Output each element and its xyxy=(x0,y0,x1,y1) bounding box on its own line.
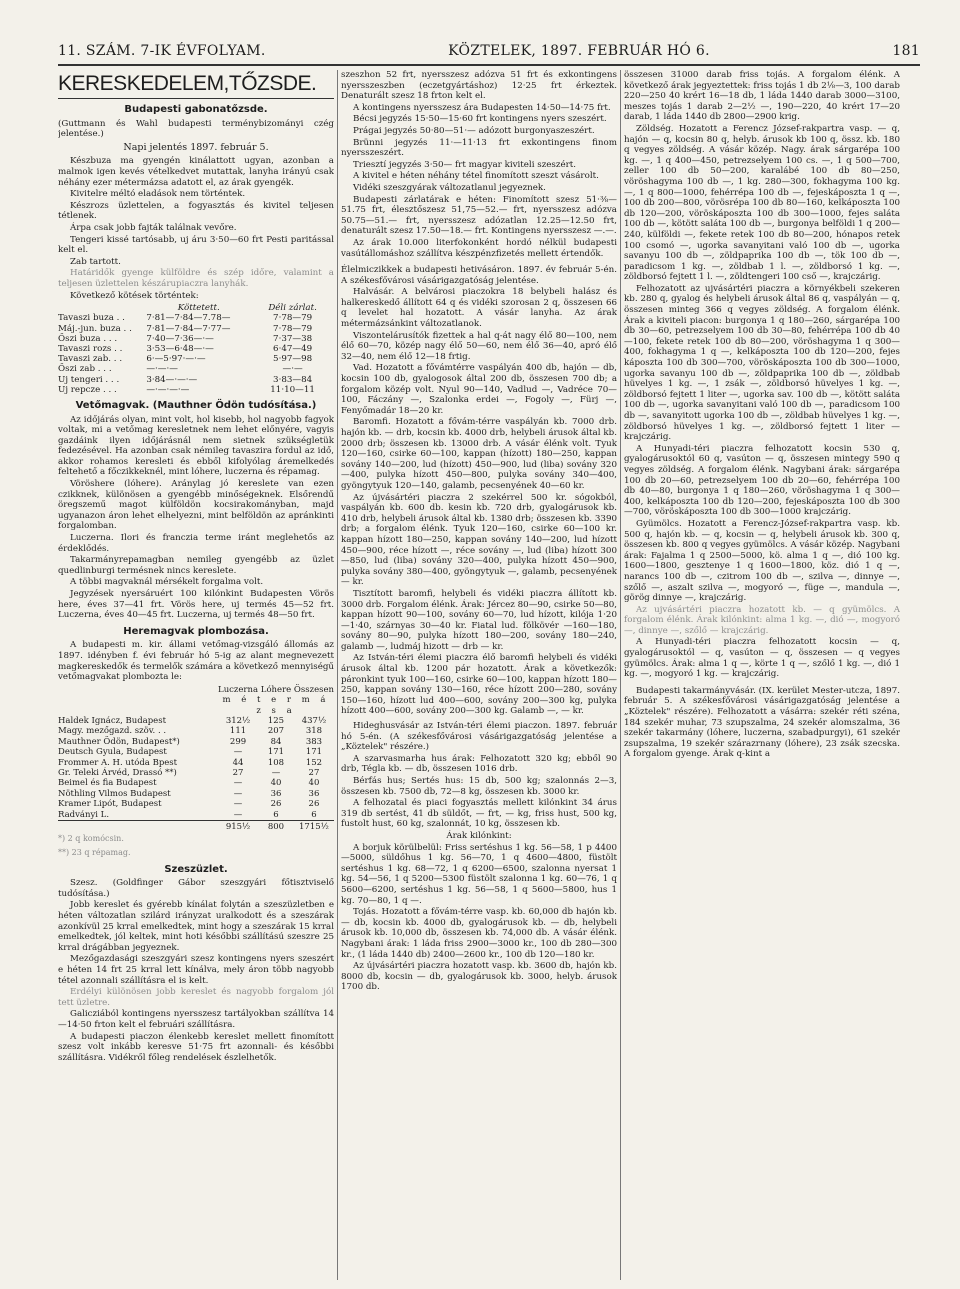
quote-close: 7·37—38 xyxy=(273,333,313,344)
paragraph: Budapesti takarmányvásár. (IX. kerület Mester-utcza, 1897. február 5. A székesfővárosi vásárigazgatóság jelentése a „Köztelek" részére). Felhozatott a vásárra: szekér réti széna, 184 szekér muhar, 73 szupszalma, 24 szekér alomszalma, 36 szekér takarmány (lóhere, luczerna, szabadpurgyi), 61 szekér zsupszalma, 19 szekér szárazrnany (lóhere), 23 zsák szecska. A forgalom gyenge. Árak q-kint a xyxy=(624,685,900,760)
cold-meat-market-heading: Hideghusvásár az István-téri élemi piaczon. 1897. február hó 5-én. (A székesfővárosi vásárigazgatóság jelentése a „Köztelek" részére.) xyxy=(341,721,617,753)
dealer-name: Deutsch Gyula, Budapest xyxy=(58,747,167,758)
cell: 84 xyxy=(270,736,282,747)
dealer-name: Radványi L. xyxy=(58,809,110,820)
cell xyxy=(58,821,218,833)
table-row xyxy=(58,768,334,778)
section-title: KERESKEDELEM,TŐZSDE. xyxy=(58,70,334,99)
cell: 171 xyxy=(305,747,323,758)
paragraph: Árak kilónkint: xyxy=(446,830,512,841)
paragraph: Zöldség. Hozatott a Ferencz József-rakpartra vasp. — q, hajón — q, kocsin 80 q, helyb. árusok kb 100 q, össz. kb. 180 q vegyes zöldség. A vásár közép. Nagy. árak sárgarépa 100 kg. —, 1 q 400—450, petrezselyem 100 cs. —, 1 q 500—700, zeller 100 db 50—200, karalábé 100 db 80—250, vöröshagyma 100 db —, 1 kg. 280—300, fokhagyma 100 kg. —, 1 q 800—1000, fehérrépa 100 db —, fejeskáposzta 1 q —, 100 db 200—800, vörösrépa 100 db 80—160, kelkáposzta 100 db 120—200, vöröskáposzta 100 db 300—1000, fejes saláta 100 db —, kötött saláta 100 db —, burgonya belföldi 1 q 200—240, külföldi —, fekete retek 100 db 80—200, hónapos retek 100 csomó —, ugorka savanyitani való 100 db —, ugorka savanyu 100 db —, zöldpaprika 100 db —, tök 100 db —, paradicsom 1 kg. —, zöldbab 1 l. —, zöldborsó 1 kg. —, zöldborsó fejtett 1 l. —, zöldtengeri 100 cső —, krajczárig. xyxy=(624,123,900,283)
paragraph: Vöröshere (lóhere). Aránylag jó kereslete van ezen czikknek, különösen a gyengébb minőségeknek. Elsőrendű öregszemű magot külföldön kocsirakományban, majd ugyanazon áron lehet elhelyezni, mint belföldön az apránkinti forgalomban. xyxy=(58,479,334,532)
paragraph: Az árak 10.000 literfokonként hordó nélkül budapesti vasútállomáshoz szállítva készpénzfizetés mellett értendők. xyxy=(341,237,617,259)
table-row xyxy=(58,354,334,364)
paragraph: Vad. Hozatott a fővámtérre vaspályán 400 db, hajón — db, kocsin 100 db, gyalogosok által 200 db, összesen 700 db; a forgalom közép volt. Nyul 90—140, Vadlud —, Vadréce 70—100, Fáczány —, Szalonka erdei —, Fogoly —, Fürj —, Fenyőmadár 18—20 kr. xyxy=(341,363,617,416)
paragraph: Luczerna. Ilori és franczia terme iránt meglehetős az érdeklődés. xyxy=(58,533,334,554)
quote-label: Uj tengeri . . . xyxy=(58,374,120,385)
paragraph: Határidők gyenge külföldre és szép időre, valamint a teljesen üzlettelen készárupiaczra lanyhák. xyxy=(58,268,334,289)
quote-close: 5·97—98 xyxy=(273,354,313,365)
cell: 152 xyxy=(305,757,323,768)
paragraph: Erdélyi különösen jobb kereslet és nagyobb forgalom jól tett üzletre. xyxy=(58,987,334,1008)
dealer-name: Mauthner Ödön, Budapest*) xyxy=(58,736,180,747)
cell: 26 xyxy=(308,799,320,810)
paragraph: Az ujvásártéri piaczra hozatott kb. — q gyümölcs. A forgalom élénk. Árak kilónkint: alma 1 kg. —, dió —, mogyoró —, dinnye —, szőlő — krajczárig. xyxy=(624,604,900,636)
dealer-name: Haldek Ignácz, Budapest xyxy=(58,715,166,726)
paragraph: Jegyzések nyersáruért 100 kilónkint Budapesten Vörös here, éves 37—41 frt. Vörös here, uj termés 45—52 frt. Luczerna, éves 40—45 frt. Luczerna, uj termés 48—50 frt. xyxy=(58,589,334,621)
paragraph: Halvásár. A belvárosi piaczokra 18 belybeli halász és halkereskedő állított 64 q és vidéki szorosan 2 q, összesen 66 q levelet hal hozatott. A vásár lanyha. Az árak métermázsánkint változatlanok. xyxy=(341,287,617,330)
table-row xyxy=(58,747,334,757)
paragraph: Vidéki szeszgyárak változatlanul jegyeznek. xyxy=(353,182,546,193)
cell: 125 xyxy=(267,715,285,726)
column-divider xyxy=(337,70,338,1280)
quote-traded: —·—·— xyxy=(146,364,178,375)
paragraph: Árpa csak jobb fajták találnak vevőre. xyxy=(70,222,237,233)
paragraph: Jobb kereslet és gyérebb kínálat folytán a szeszüzletben e héten változatlan szilárd irányzat uralkodott és a szeszárak azonkívül 25 krral emelkedtek, mint hogy a szeszárak 15 krral emelkedtek, jól keltek, mint hoti későbbi szállítású szeszre 25 krral drágábban jegyeznek. xyxy=(58,900,334,953)
quote-traded: 3·53—6·48—·— xyxy=(146,343,214,354)
paragraph: szeszhon 52 frt, nyersszesz adózva 51 frt és exkontingens nyersszeszben (eczetgyártáshoz) 12·25 frt érkeztek. Denaturált szesz 18 frton kelt el. xyxy=(341,70,617,102)
food-market-heading: Élelmiczikkek a budapesti hetivásáron. 1897. év február 5-én. A székesfővárosi vásárigazgatóság jelentése. xyxy=(341,265,617,286)
cell: 108 xyxy=(267,757,285,768)
cell: — xyxy=(233,788,243,799)
paragraph: Felhozatott az ujvásártéri piaczra a környékbeli szekeren kb. 280 q, gyalog és helybeli árusok által 86 q, vaspályán — q, összesen minteg 366 q vegyes zöldség. A forgalom élénk. Árak a kiviteli piacon: burgonya 1 q 180—260, sárgarépa 100 db 30—60, petrezselyem 100 db 30—80, fehérrépa 100 db 40—100, fekete retek 100 db 80—200, vöröshagyma 1 q 300—400, fokhagyma 1 q —, kelkáposzta 100 db 120—200, fejes káposzta 100 db 300—700, vöröskáposzta 100 db 300—1000, ugorka savanyu 100 db —, zöldpaprika 100 db —, zöldbab hüvelyes 1 kg. —, 1 zsák —, zöldborsó hüvelyes 1 kg. —, zöldborsó fejtett 1 liter —, ugorka sav. 100 db —, kötött saláta 100 db —, ugorka savanyitani való 100 db —, paradicsom 100 db —, savanyitott ugorka 100 db —, zöldbab hüvelyes 1 kg. —, zöldborsó hüvelyes 1 kg. —, zöldborsó fejtett 1 liter — krajczárig. xyxy=(624,283,900,443)
cell: 207 xyxy=(267,726,285,737)
table-row xyxy=(58,758,334,768)
paragraph: Készbuza ma gyengén kinálattott ugyan, azonban a malmok igen kevés vételkedvet mutattak, lanyha irányú csak néhány ezer métermázsa adatott el, az árak gyengék. xyxy=(58,156,334,188)
table-row xyxy=(58,375,334,385)
paragraph: Triesztí jegyzés 3·50— frt magyar kiviteli szeszért. xyxy=(353,159,577,170)
quote-close: 7·78—79 xyxy=(273,323,313,334)
paragraph: Az újvásártéri piaczra hozatott vasp. kb. 3600 db, hajón kb. 8000 db, kocsin — db, gyalogárusok kb. 3000, helyb. árusok 1700 db. xyxy=(341,961,617,993)
column-divider xyxy=(620,70,621,1280)
paragraph: A többi magvaknál mérsékelt forgalma volt. xyxy=(70,577,264,588)
table-row xyxy=(58,716,334,726)
cell: 27 xyxy=(232,768,244,779)
futures-quotes-table xyxy=(58,303,334,395)
cell: 40 xyxy=(308,778,320,789)
paragraph: A szarvasmarha hus árak: Felhozatott 320 kg; ebből 90 drb, Tégla kb. — db, összesen 1016 drb. xyxy=(341,753,617,775)
table-row xyxy=(58,789,334,799)
paragraph: Tojás. Hozatott a fővám-térre vasp. kb. 60,000 db hajón kb. — db, kocsin kb. 4000 db, gyalogárusok kb. — db, helybeli árusok kb. 10,000 db, összesen kb. 74,000 db. A vásár élénk. Nagybani árak: 1 láda friss 2900—3000 kr., 100 db 280—300 kr., (1 láda 1440 db) 2400—2600 kr., 100 db 120—180 kr. xyxy=(341,907,617,960)
cell: — xyxy=(233,799,243,810)
cell: 171 xyxy=(267,747,285,758)
paragraph: összesen 31000 darab friss tojás. A forgalom élénk. A következő árak jegyeztettek: friss tojás 1 db 2⅛—3, 100 darab 220—250 40 krért 16—18 db, 1 láda 1440 darab 3000—3100, meszes tojás 1 darab 2—2½ —, 190—220, 40 krért 17—20 darab, 1 láda 1440 db 2800—2900 krig. xyxy=(624,70,900,123)
table-total-row xyxy=(58,821,334,833)
header-page-number: 181 xyxy=(892,43,920,59)
paragraph: Szesz. (Goldfinger Gábor szeszgyári főtisztviselő tudósítása.) xyxy=(58,878,334,899)
daily-report-heading: Napi jelentés 1897. február 5. xyxy=(123,141,269,153)
paragraph: A Hunyadi-téri piaczra felhozatott kocsin — q, gyalogárusoktól — q, vasúton — q, összesen — q vegyes gyümölcs. Árak: alma 1 q —, körte 1 q —, szőlő 1 kg. —, dió 1 kg. —, mogyoró 1 kg. — krajczárig. xyxy=(624,637,900,680)
table-row xyxy=(58,313,334,323)
cell: 40 xyxy=(270,778,282,789)
col-header-clover: Lóhere xyxy=(260,684,292,695)
column-1 xyxy=(58,70,334,1280)
total-all: 1715½ xyxy=(294,821,334,833)
header-issue: 11. SZÁM. 7-IK ÉVFOLYAM. xyxy=(58,43,266,59)
table-row xyxy=(58,334,334,344)
paragraph: Viszontelárusítók fizettek a hal q-át nagy élő 80—100, nem élő 60—70, közép nagy élő 50—60, nem élő 36—40, apró élő 32—40, nem élő 12—18 frtig. xyxy=(341,330,617,362)
table-footnote: *) 2 q komócsin. xyxy=(58,834,124,844)
quote-traded: 7·81—7·84—7.78— xyxy=(146,313,231,324)
cell: 437½ xyxy=(301,715,327,726)
paragraph: Az időjárás olyan, mint volt, hol kisebb, hol nagyobb fagyok voltak, mi a vetőmag keresletnek nem lehet előnyére, vagyis gazdáink ilyen időjárásnál nem sietnek szükségletük fedezésével. Ha azonban csak némileg tavaszira fordul az idő, akkor rohamos keresleti és ebből kifolyólag áremelkedés feltehető a főczikkeknél, mint lóhere, luczerna és répamag. xyxy=(58,414,334,478)
paragraph: Brünni jegyzés 11·—11·13 frt exkontingens finom nyersszeszért. xyxy=(341,137,617,159)
quote-close: 3·83—84 xyxy=(273,374,313,385)
paragraph: Tengeri kissé tartósabb, uj áru 3·50—60 frt Pesti paritással kelt el. xyxy=(58,234,334,256)
cell: 299 xyxy=(229,736,247,747)
cell: 26 xyxy=(270,799,282,810)
column-3 xyxy=(624,70,900,1280)
paragraph: Galicziából kontingens nyersszesz tartályokban szállítva 14—14·50 frton kelt el februári szállításra. xyxy=(58,1009,334,1030)
dealer-name: Magy. mezőgazd. szöv. . . xyxy=(58,726,167,737)
table-row xyxy=(58,810,334,821)
quote-close: 11·10—11 xyxy=(270,384,315,395)
quotes-header-close: Déli zárlat. xyxy=(268,303,317,314)
quote-traded: 7·40—7·36—·— xyxy=(146,333,214,344)
quote-traded: 7·81—7·84—7·77— xyxy=(146,323,231,334)
total-clover: 800 xyxy=(258,821,294,833)
paragraph: Mezőgazdasági szeszgyári szesz kontingens nyers szeszért e héten 14 frt 25 krral lett kínálva, mely áron több nagyobb tétel azonnali szállításra el is kelt. xyxy=(58,954,334,986)
cell: 36 xyxy=(270,788,282,799)
header-rule xyxy=(58,64,920,66)
paragraph: Gyümölcs. Hozatott a Ferencz-József-rakpartra vasp. kb. 500 q, hajón kb. — q, kocsin — q, helybeli árusok kb. 300 q, összesen kb. 800 q vegyes gyümölcs. A vásár közép. Nagybani árak: Fajalma 1 q 2500—5000, kö. alma 1 q —, dió 100 kg. 1600—1800, gesztenye 1 q 1600—1800, köz. dió 1 q —, narancs 100 db —, czitrom 100 db —, szilva —, dinnye —, szőlő —, aszalt szilva —, mogyoró —, füge —, mandula —, görög dinnye —, krajczárig. xyxy=(624,518,900,604)
table-footnote: **) 23 q répamag. xyxy=(58,848,131,858)
table-row xyxy=(58,799,334,809)
paragraph: A borjuk körülbelül: Friss sertéshus 1 kg. 56—58, 1 p 4400—5000, süldőhus 1 kg. 56—70, 1 q 4600—4800, füstölt sertéshus 1 kg. 68—72, 1 q 6200—6500, szalonna nyersat 1 kg. 54—56, 1 q 5200—5300 füstölt szalonna 1 kg. 60—76, 1 q 5600—6200, sertéshus 1 kg. 56—58, 1 q 5600—5800, hus 1 kg. 70—80, 1 q —. xyxy=(341,842,617,906)
quote-label: Tavaszi rozs . . xyxy=(58,343,123,354)
table-row xyxy=(58,385,334,395)
columns xyxy=(58,70,920,1280)
cell: 36 xyxy=(308,788,320,799)
total-alfalfa: 915½ xyxy=(218,821,258,833)
header-publication-date: KÖZTELEK, 1897. FEBRUÁR HÓ 6. xyxy=(448,43,710,59)
dealer-name: Nöthling Vilmos Budapest xyxy=(58,788,171,799)
cell: 318 xyxy=(305,726,323,737)
dealer-name: Gr. Teleki Árvéd, Drassó **) xyxy=(58,768,177,779)
cell: — xyxy=(271,768,281,779)
table-row xyxy=(58,364,334,374)
quote-label: Tavaszi buza . . xyxy=(58,313,125,324)
cell: 6 xyxy=(273,809,279,820)
paragraph: Kivitelre méltó eladások nem történtek. xyxy=(70,189,246,200)
paragraph: A Hunyadi-téri piaczra felhozatott kocsin 530 q, gyalogárusoktól 60 q, vasúton — q, összesen mintegy 590 q vegyes zöldség. A forgalom élénk. Nagybani árak: sárgarépa 100 db 20—60, petrezselyem 100 db 20—60, fehérrépa 100 db 40—80, burgonya 1 q 180—260, vöröshagyma 1 q 300—400, kelkáposzta 100 db 120—200, fejeskáposzta 100 db 300—700, vöröskáposzta 100 db 300—1000 krajczárig. xyxy=(624,443,900,518)
cell: — xyxy=(233,809,243,820)
paragraph: Bécsi jegyzés 15·50—15·60 frt kontingens nyers szeszért. xyxy=(353,114,607,125)
paragraph: A kivitel e héten néhány tétel finomított szeszt vásárolt. xyxy=(353,171,599,182)
table-row xyxy=(58,726,334,736)
quote-close: 7·78—79 xyxy=(273,313,313,324)
cell: — xyxy=(233,778,243,789)
paragraph: Budapesti zárlatárak e héten: Finomított szesz 51·⅜—51.75 frt, élesztőszesz 51,75—52.— frt, nyersszesz adózva 50.75—51.— frt, nyersszesz adózatlan 12.25—12.50 frt, denaturált szesz 17.50—18.— frt. Kontingens nyersszesz —.—. xyxy=(341,194,617,237)
table-row xyxy=(58,778,334,788)
cell: 111 xyxy=(229,726,247,737)
paragraph: A felhozatal és piaci fogyasztás mellett kilónkint 34 árus 319 db sertést, 41 db süldőt, — frt, — kg, friss hust, 500 kg, fustolt hust, 60 kg, szalonnát, 10 kg, összesen kb. xyxy=(341,798,617,830)
cell: — xyxy=(233,747,243,758)
quote-traded: 3·84—·—·— xyxy=(146,374,198,385)
quote-close: 6·47—49 xyxy=(273,343,313,354)
paragraph: Készrozs üzlettelen, a fogyasztás és kivitel teljesen tétlenek. xyxy=(58,200,334,222)
cell: 44 xyxy=(232,757,244,768)
table-row xyxy=(58,737,334,747)
col-header-total: Összesen xyxy=(293,684,334,695)
paragraph: Tisztított baromfi, helybeli és vidéki piaczra állított kb. 3000 drb. Forgalom élénk. Árak: Jércez 80—90, csirke 50—80, kappan hízott 90—100, sovány 60—70, lud hízott, kilója 1·20—1·40, szárnyas 30—40 kr. Fiatal lud. fölkövér —160—180, sovány 80—90, pulyka hízott 180—200, sovány 180—240, galamb —, ludmáj hizott — drb — kr. xyxy=(341,588,617,652)
paragraph: A budapesti m. kir. állami vetőmag-vizsgáló állomás az 1897. idényben f. évi február hó 5-ig az alant megnevezett magkereskedők és termelők számára a következő mennyiségű vetőmagvakat plombozta le: xyxy=(58,640,334,683)
quote-close: —·— xyxy=(282,364,303,375)
quote-label: Máj.-jun. buza . . xyxy=(58,323,132,334)
page-header xyxy=(58,40,920,62)
cell: 383 xyxy=(305,736,323,747)
table-row xyxy=(58,324,334,334)
paragraph: A kontingens nyersszesz ára Budapesten 14·50—14·75 frt. xyxy=(353,102,611,113)
seed-sealing-heading: Heremagvak plombozása. xyxy=(123,625,269,637)
col-header-alfalfa: Luczerna xyxy=(218,684,259,695)
quote-label: Őszi zab . . . xyxy=(58,364,112,375)
paragraph: Az újvásártéri piaczra 2 szekérrel 500 kr. sógokból, vaspályán kb. 600 db. kesin kb. 720 drb, gyalogárusok kb. 410 drb, helybeli árusok által kb. 1380 drb; összesen kb. 3390 drb; a forgalom élénk. Tyuk 120—160, csirke 60—100 kr. kappan hízott 180—250, kappan sovány 140—200, lud hízott 450—900, réce hízott —, réce sovány —, lud (liba) hízott 300—850, lud (liba) sovány 320—400, pulyka hízott 450—900, pulyka sovány 380—400, gyöngytyuk —, galamb, pecsenyének — kr. xyxy=(341,492,617,588)
paragraph: A budapesti piaczon élenkebb kereslet mellett finomított szesz volt inkább keresve 51·75 frt azonnali- és későbbi szállításra. Vidékről főleg rendelések észlelhetők. xyxy=(58,1031,334,1063)
column-2 xyxy=(341,70,617,1280)
paragraph: Zab tartott. xyxy=(70,256,121,267)
paragraph: Prágai jegyzés 50·80—51·— adózott burgonyaszeszért. xyxy=(353,125,595,136)
quote-label: Uj repcze . . . xyxy=(58,384,117,395)
quote-traded: —·—·—·— xyxy=(146,384,190,395)
quote-traded: 6·—5·97·—·— xyxy=(146,354,206,365)
dealer-name: Frommer A. H. utóda Bpest xyxy=(58,757,178,768)
paragraph: Baromfi. Hozatott a fővám-térre vaspályán kb. 7000 drb. hajón kb. — drb, kocsin kb. 4000 drb, helybeli árusok által kb. 2000 drb; összesen kb. 13000 drb. A vásár élénk volt. Tyuk 120—160, csirke 60—100, kappan (hízott) 180—250, kappan sovány 140—200, lud (hízott) 450—900, lud (liba) sovány 320—400, pulyka hízott 450—800, pulyka sovány 340—400, gyöngytyuk 120—140, galamb, pecsenyének 40—60 kr. xyxy=(341,417,617,491)
paragraph: Bérfás hus; Sertés hus: 15 db, 500 kg; szalonnás 2—3, összesen kb. 7500 db, 72—8 kg, összesen kb. 3000 kr. xyxy=(341,776,617,797)
cell: 312½ xyxy=(225,715,251,726)
dealer-name: Beimel és fia Budapest xyxy=(58,778,157,789)
paragraph: Az István-téri élemi piaczra élő baromfi helybeli és vidéki árusok által kb. 1200 pár hozatott. Árak a következők: páronkint tyuk 100—160, csirke 60—100, kappan hízott 180—250, kappan sovány 130—160, réce hízott 200—280, sovány 150—160, hízott lud 400—600, sovány 200—300 kg, pulyka hízott 400—600, sovány 200—300 kg. Galamb —, — kr. xyxy=(341,653,617,717)
seed-sealing-table xyxy=(58,685,334,833)
cell: 27 xyxy=(308,768,320,779)
quotes-header-traded: Köttetett. xyxy=(177,303,220,314)
quote-label: Tavaszi zab. . . xyxy=(58,354,123,365)
paragraph: Takarmányrepamagban nemileg gyengébb az üzlet quedlinburgi termésnek nincs kereslete. xyxy=(58,555,334,576)
table-row xyxy=(58,344,334,354)
unit-label: m é t e r m á z s a xyxy=(222,695,330,716)
quote-label: Őszi buza . . . xyxy=(58,333,118,344)
paragraph: Következő kötések történtek: xyxy=(70,290,199,301)
grain-exchange-heading: Budapesti gabonatőzsde. xyxy=(124,104,268,115)
cell: 6 xyxy=(311,809,317,820)
grain-exchange-intro: (Guttmann és Wahl budapesti terménybizományi czég jelentése.) xyxy=(58,118,334,140)
seeds-heading: Vetőmagvak. (Mauthner Ödön tudósítása.) xyxy=(75,399,317,411)
dealer-name: Kramer Lipót, Budapest xyxy=(58,799,162,810)
spirit-trade-heading: Szeszüzlet. xyxy=(164,863,228,875)
